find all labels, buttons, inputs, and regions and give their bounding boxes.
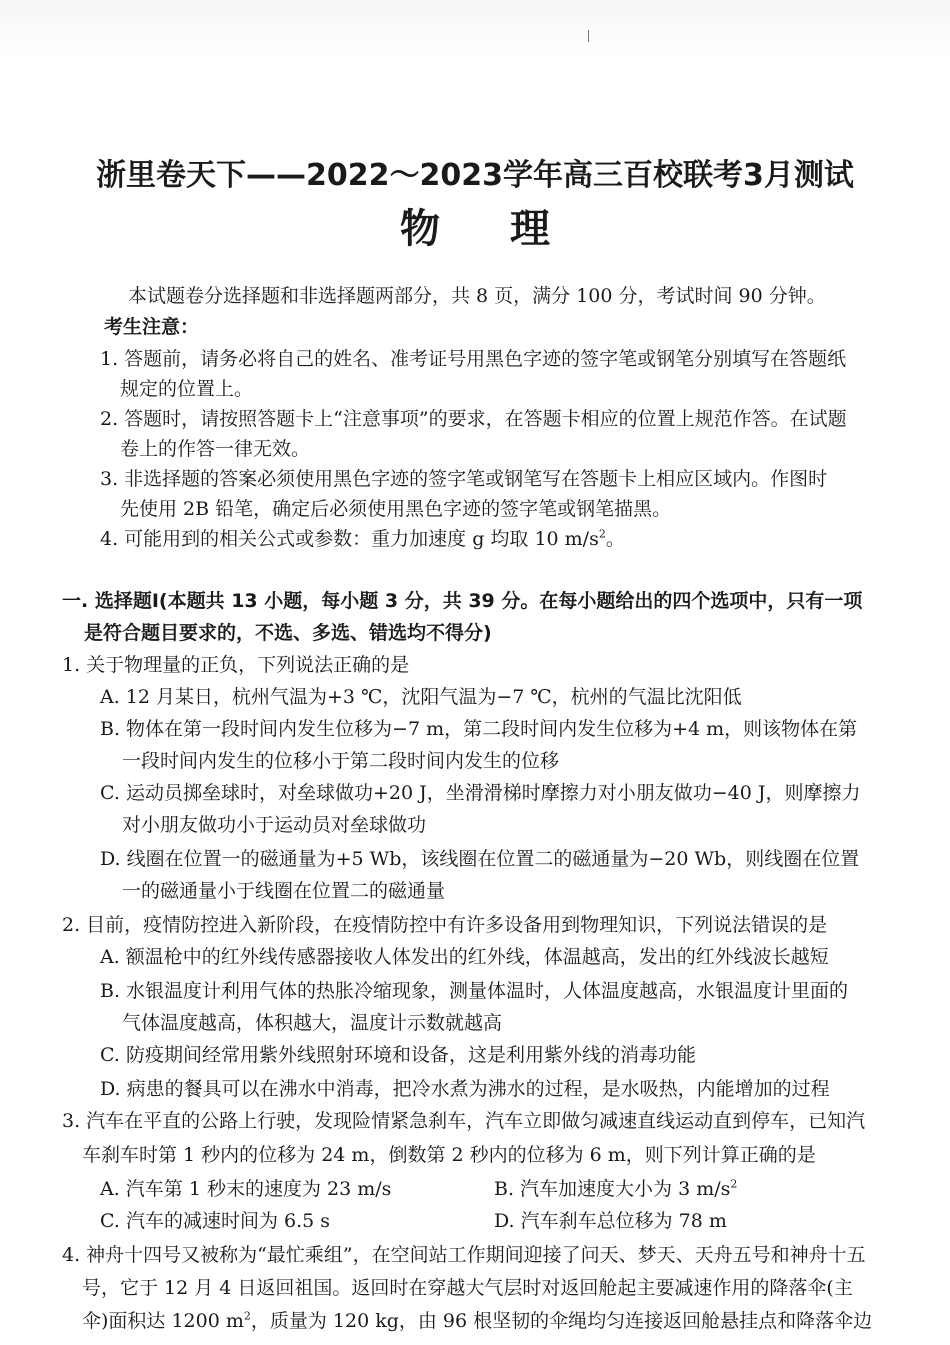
q3-option-b: B. 汽车加速度大小为 3 $m/s^2$ [494,1177,738,1200]
notice-item-3-line-2: 先使用 2B 铅笔，确定后必须使用黑色字迹的签字笔或钢笔描黑。 [120,498,672,520]
notice-item-2-line-1: 2. 答题时，请按照答题卡上“注意事项”的要求，在答题卡相应的位置上规范作答。在试题 [100,408,847,430]
q1-option-c-line-2: 对小朋友做功小于运动员对垒球做功 [122,814,427,836]
q2-option-d: D. 病患的餐具可以在沸水中消毒，把冷水煮为沸水的过程，是水吸热，内能增加的过程 [100,1078,830,1100]
q4-line-2: 号，它于 12 月 4 日返回祖国。返回时在穿越大气层时对返回舱起主要减速作用的降落伞(主 [82,1277,853,1299]
q1-option-c-line-1: C. 运动员掷垒球时，对垒球做功+20 J，坐滑滑梯时摩擦力对小朋友做功−40 J，则摩擦力 [100,782,861,804]
q4-line-1: 4. 神舟十四号又被称为“最忙乘组”，在空间站工作期间迎接了问天、梦天、天舟五号和神舟十五 [62,1244,866,1266]
section-heading-line-1: 一. 选择题Ⅰ(本题共 13 小题，每小题 3 分，共 39 分。在每小题给出的四个选项中，只有一项 [62,590,863,612]
q1-option-d-line-2: 一的磁通量小于线圈在位置二的磁通量 [122,880,446,902]
q3-stem-line-2: 车刹车时第 1 秒内的位移为 24 m，倒数第 2 秒内的位移为 6 m，则下列计算正确的是 [82,1144,816,1166]
q3-option-d: D. 汽车刹车总位移为 78 m [494,1210,727,1232]
q1-stem: 1. 关于物理量的正负，下列说法正确的是 [62,654,410,676]
q3-option-c: C. 汽车的减速时间为 6.5 s [100,1210,330,1232]
q1-option-a: A. 12 月某日，杭州气温为+3 ℃，沈阳气温为−7 ℃，杭州的气温比沈阳低 [100,686,742,708]
section-heading-line-2: 是符合题目要求的，不选、多选、错选均不得分) [84,622,492,644]
q1-option-d-line-1: D. 线圈在位置一的磁通量为+5 Wb，该线圈在位置二的磁通量为−20 Wb，则线圈在位置 [100,848,860,870]
notice-heading: 考生注意： [104,316,200,338]
q1-option-b-line-2: 一段时间内发生的位移小于第二段时间内发生的位移 [122,750,560,772]
notice-item-1-line-1: 1. 答题前，请务必将自己的姓名、准考证号用黑色字迹的签字笔或钢笔分别填写在答题纸 [100,348,847,370]
intro-text: 本试题卷分选择题和非选择题两部分，共 8 页，满分 100 分，考试时间 90 分钟。 [128,285,826,307]
q3-stem-line-1: 3. 汽车在平直的公路上行驶，发现险情紧急刹车，汽车立即做匀减速直线运动直到停车，已知汽 [62,1110,866,1132]
q2-stem: 2. 目前，疫情防控进入新阶段，在疫情防控中有许多设备用到物理知识，下列说法错误的是 [62,914,828,936]
notice-item-2-line-2: 卷上的作答一律无效。 [120,438,311,460]
q3-option-a: A. 汽车第 1 秒末的速度为 23 m/s [100,1178,392,1200]
q2-option-b-line-2: 气体温度越高，体积越大，温度计示数就越高 [122,1012,503,1034]
exam-subject: 物理 [400,206,620,252]
q4-line-3: 伞)面积达 1200 $m^2$，质量为 120 kg，由 96 根坚韧的伞绳均匀连接返回舱悬挂点和降落伞边 [82,1309,873,1332]
q1-option-b-line-1: B. 物体在第一段时间内发生位移为−7 m，第二段时间内发生位移为+4 m，则该物体在第 [100,718,858,740]
scan-mark [588,30,589,42]
q2-option-a: A. 额温枪中的红外线传感器接收人体发出的红外线，体温越高，发出的红外线波长越短 [100,946,829,968]
q2-option-b-line-1: B. 水银温度计利用气体的热胀冷缩现象，测量体温时，人体温度越高，水银温度计里面的 [100,980,849,1002]
notice-item-3-line-1: 3. 非选择题的答案必须使用黑色字迹的签字笔或钢笔写在答题卡上相应区域内。作图时 [100,468,828,490]
exam-title: 浙里卷天下——2022～2023学年高三百校联考3月测试 [96,158,854,193]
notice-item-4: 4. 可能用到的相关公式或参数：重力加速度 g 均取 10 $m/s^2$。 [100,527,625,550]
q2-option-c: C. 防疫期间经常用紫外线照射环境和设备，这是利用紫外线的消毒功能 [100,1044,696,1066]
notice-item-1-line-2: 规定的位置上。 [120,378,254,400]
